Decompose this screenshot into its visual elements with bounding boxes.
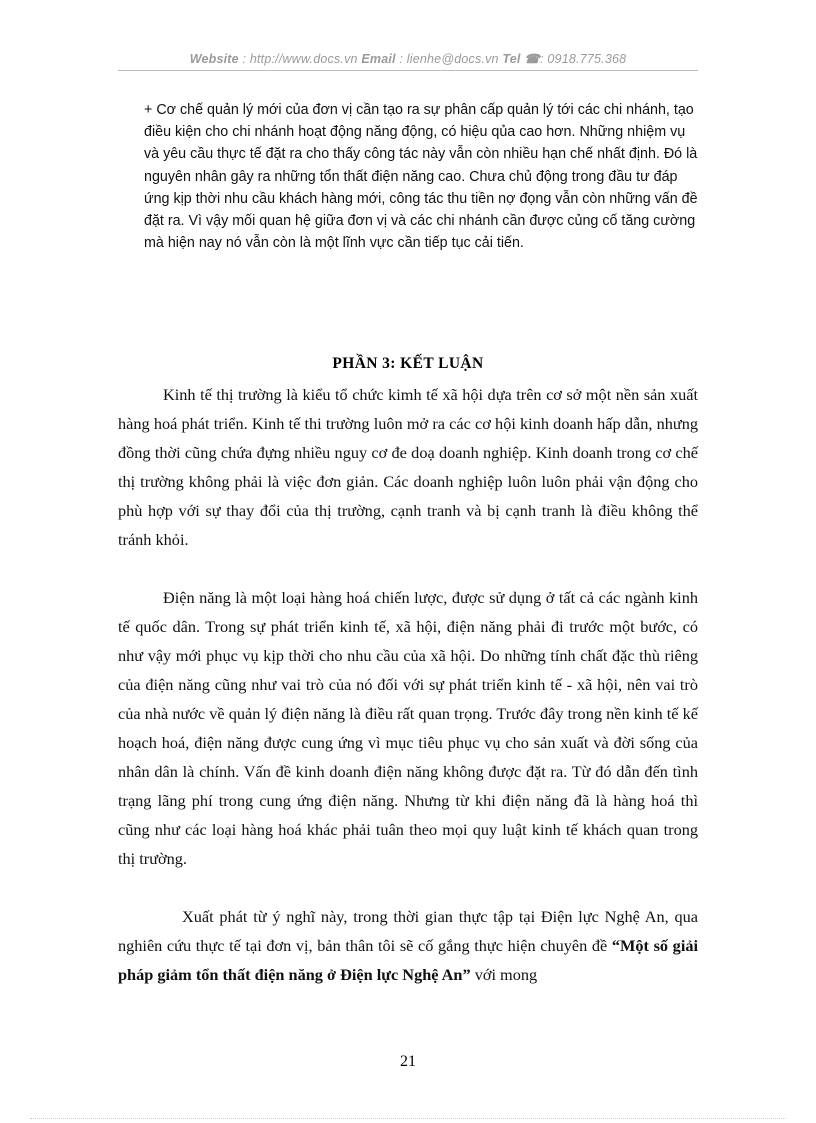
bullet-paragraph: + Cơ chế quản lý mới của đơn vị cần tạo ra sự phân cấp quản lý tới các chi nhánh, tạo điều kiện cho chi nhánh hoạt động năng động, có hiệu qủa cao hơn. Những nhiệm vụ và yêu cầu thực tế đặt ra cho thấy công tác này vẫn còn nhiều hạn chế nhất định. Đó là nguyên nhân gây ra những tổn thất điện năng cao. Chưa chủ động trong đầu tư đáp ứng kịp thời nhu cầu khách hàng mới, công tác thu tiền nợ đọng vẫn còn những vấn đề đặt ra. Vì vậy mối quan hệ giữa đơn vị và các chi nhánh cần được củng cố tăng cường mà hiện nay nó vẫn còn là một lĩnh vực cần tiếp tục cải tiến. <box>144 102 698 252</box>
email-label: Email <box>361 52 396 66</box>
section-heading: PHẦN 3: KẾT LUẬN <box>332 355 484 372</box>
email-value: : lienhe@docs.vn <box>399 52 499 66</box>
page-header <box>118 51 698 66</box>
phone-icon: ☎ <box>524 52 541 66</box>
website-label: Website <box>189 52 239 66</box>
footer-divider <box>30 1118 786 1119</box>
tel-value: : 0918.775.368 <box>540 52 627 66</box>
paragraph-3-text: Xuất phát từ ý nghĩ này, trong thời gian thực tập tại Điện lực Nghệ An, qua nghiên cứu thực tế tại đơn vị, bản thân tôi sẽ cố gắng thực hiện chuyên đề <box>118 907 698 955</box>
page-number: 21 <box>400 1053 416 1070</box>
website-value: : http://www.docs.vn <box>242 52 358 66</box>
thesis-topic-title: “Một số giải pháp giảm tổn thất điện năng ở Điện lực Nghệ An” <box>118 936 699 984</box>
paragraph-3-tail: với mong <box>470 965 538 984</box>
paragraph-1: Kinh tế thị trường là kiểu tổ chức kimh tế xã hội dựa trên cơ sở một nền sản xuất hàng hoá phát triển. Kinh tế thi trường luôn mở ra các cơ hội kinh doanh hấp dẫn, nhưng đồng thời cũng chứa đựng nhiều nguy cơ đe doạ doanh nghiệp. Kinh doanh trong cơ chế thị trường không phải là việc đơn giản. Các doanh nghiệp luôn luôn phải vận động cho phù hợp với sự thay đổi của thị trường, cạnh tranh và bị cạnh tranh là điều không thể tránh khỏi. <box>118 385 698 549</box>
paragraph-3 <box>118 902 698 989</box>
paragraph-2: Điện năng là một loại hàng hoá chiến lược, được sử dụng ở tất cả các ngành kinh tế quốc dân. Trong sự phát triển kinh tế, xã hội, điện năng phải đi trước một bước, có như vậy mới phục vụ kịp thời cho nhu cầu của xã hội. Do những tính chất đặc thù riêng của điện năng cũng như vai trò của nó đối với sự phát triển kinh tế - xã hội, nên vai trò của nhà nước về quản lý điện năng là điều rất quan trọng. Trước đây trong nền kinh tế kế hoạch hoá, điện năng được cung ứng vì mục tiêu phục vụ cho sản xuất và đời sống của nhân dân là chính. Vấn đề kinh doanh điện năng không được đặt ra. Từ đó dẫn đến tình trạng lãng phí trong cung ứng điện năng. Nhưng từ khi điện năng đã là hàng hoá thì cũng như các loại hàng hoá khác phải tuân theo mọi quy luật kinh tế khách quan trong thị trường. <box>118 588 698 868</box>
header-divider <box>118 70 698 71</box>
tel-label: Tel <box>502 52 521 66</box>
